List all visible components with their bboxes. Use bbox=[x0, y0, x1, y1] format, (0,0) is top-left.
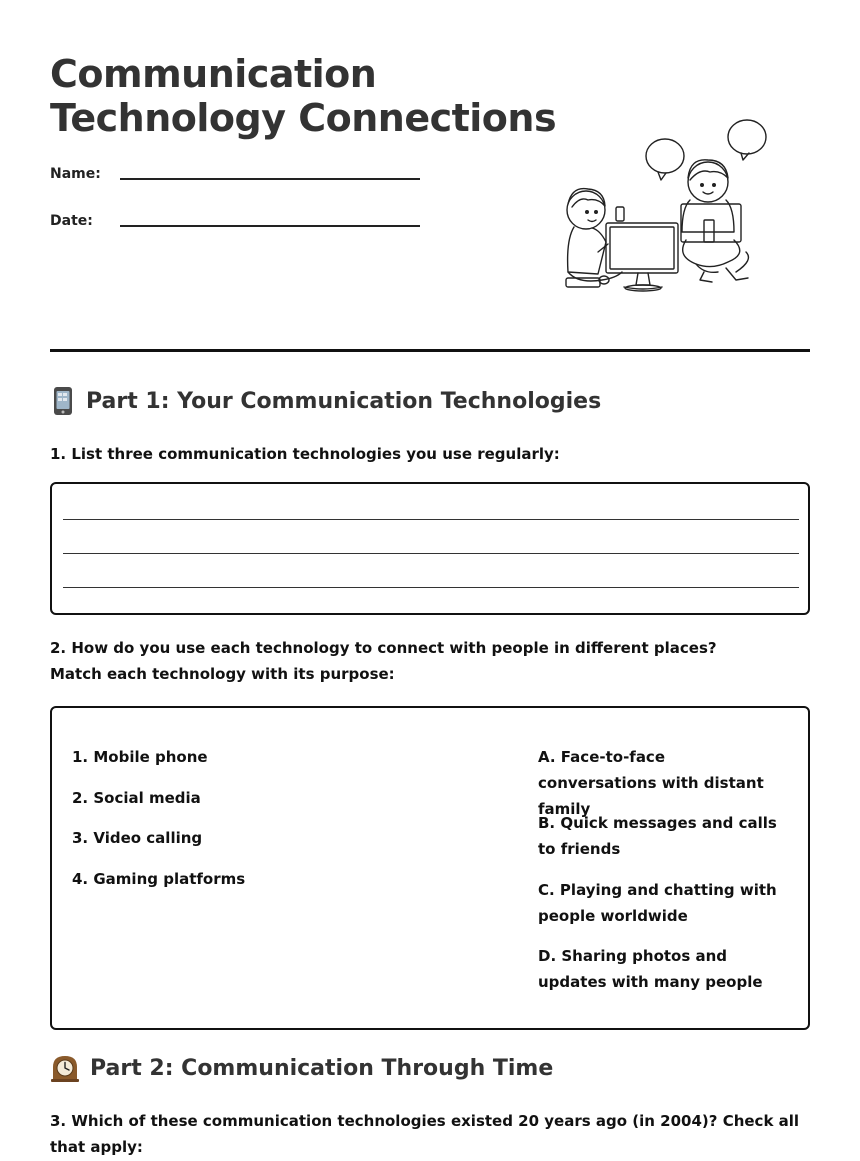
date-label: Date: bbox=[50, 213, 93, 229]
purpose-item: A. Face-to-face conversations with distant family bbox=[538, 748, 764, 818]
section-divider bbox=[50, 349, 810, 352]
answer-line-2[interactable] bbox=[63, 553, 799, 554]
question-2: 2. How do you use each technology to connect with people in different places? Match each technology with its purpose: bbox=[50, 639, 717, 683]
mobile-phone-icon bbox=[50, 386, 76, 416]
question-3: 3. Which of these communication technologies existed 20 years ago (in 2004)? Check all that apply: bbox=[50, 1112, 800, 1156]
part-1-heading bbox=[50, 386, 601, 416]
matching-box bbox=[50, 706, 810, 1030]
purpose-item: C. Playing and chatting with people worldwide bbox=[538, 881, 777, 925]
mantel-clock-icon bbox=[50, 1053, 80, 1083]
part-2-heading-text: Part 2: Communication Through Time bbox=[90, 1055, 554, 1081]
purpose-item: D. Sharing photos and updates with many people bbox=[538, 947, 763, 991]
technology-item: 4. Gaming platforms bbox=[72, 870, 246, 888]
worksheet-title bbox=[50, 52, 570, 140]
technology-item: 2. Social media bbox=[72, 789, 201, 807]
purpose-item: B. Quick messages and calls to friends bbox=[538, 814, 777, 858]
name-label: Name: bbox=[50, 166, 101, 182]
title-line-2: Technology Connections bbox=[50, 96, 557, 140]
technology-item: 3. Video calling bbox=[72, 829, 203, 847]
date-field-row bbox=[50, 207, 430, 237]
question-1: 1. List three communication technologies you use regularly: bbox=[50, 445, 560, 463]
part-2-heading bbox=[50, 1053, 553, 1083]
title-line-1: Communication bbox=[50, 52, 377, 96]
date-field[interactable] bbox=[120, 225, 420, 227]
answer-box bbox=[50, 482, 810, 615]
technology-item: 1. Mobile phone bbox=[72, 748, 208, 766]
name-field[interactable] bbox=[120, 178, 420, 180]
answer-line-3[interactable] bbox=[63, 587, 799, 588]
name-field-row bbox=[50, 160, 430, 190]
answer-line-1[interactable] bbox=[63, 519, 799, 520]
children-using-computers-illustration bbox=[558, 112, 773, 297]
part-1-heading-text: Part 1: Your Communication Technologies bbox=[86, 388, 602, 414]
